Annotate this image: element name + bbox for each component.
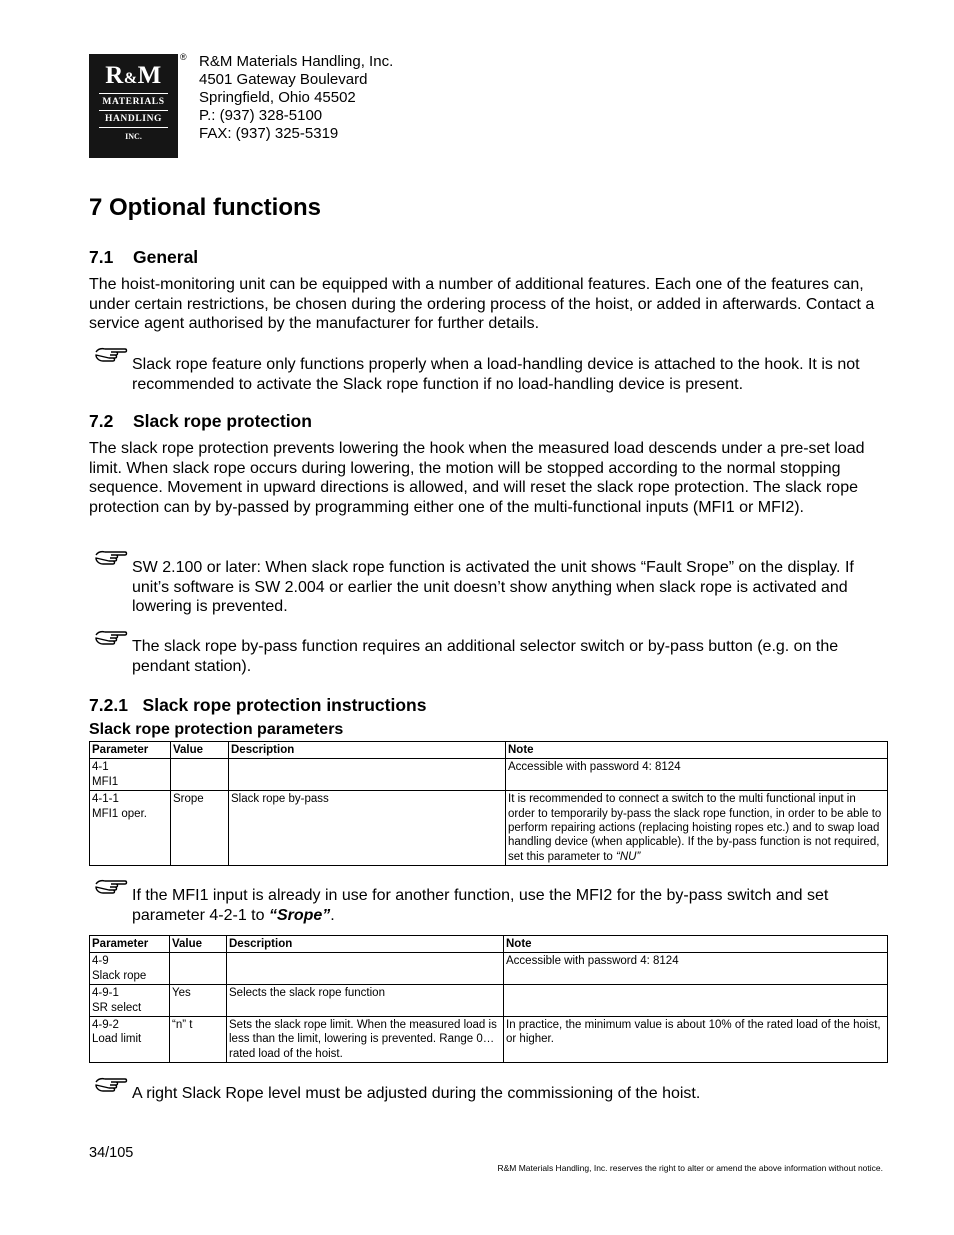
table-header-row xyxy=(90,742,888,759)
parameter-label: MFI1 oper. xyxy=(92,807,147,820)
value-cell: Yes xyxy=(170,985,227,1017)
company-address xyxy=(199,53,393,143)
note-text: Accessible with password 4: 8124 xyxy=(508,761,681,774)
column-header: Note xyxy=(504,936,888,953)
mfi2-note-end: . xyxy=(330,906,335,924)
parameter-table-slack-rope xyxy=(89,935,888,1063)
logo-divider xyxy=(99,127,168,128)
parameter-cell xyxy=(90,985,170,1017)
address-line: P.: (937) 328-5100 xyxy=(199,107,323,124)
section-title: General xyxy=(133,247,199,267)
table-row xyxy=(90,759,888,791)
value-cell: Srope xyxy=(171,791,229,866)
parameter-cell xyxy=(90,953,170,985)
page-number: 34/105 xyxy=(89,1145,134,1161)
note-text: It is recommended to connect a switch to the multi functional input in order to temporarily by-pass the slack rope function, in order to be able to perform repairing actions (replacing hoisting ropes etc.) and to swap load handling device (when applicable). If the by-pass function is not required, set this parameter to xyxy=(508,793,882,863)
table-header-row xyxy=(90,936,888,953)
description-cell: Selects the slack rope function xyxy=(227,985,504,1017)
parameter-cell xyxy=(90,759,171,791)
note-emphasis: “NU” xyxy=(616,850,641,863)
table-row xyxy=(90,791,888,866)
section-heading-slack-rope xyxy=(89,411,312,432)
section-number: 7.2 xyxy=(89,411,114,431)
column-header: Value xyxy=(171,742,229,759)
parameter-label: Load limit xyxy=(92,1033,142,1046)
logo-line-handling: HANDLING xyxy=(104,114,163,124)
section-title: Slack rope protection xyxy=(133,411,312,431)
general-body: The hoist-monitoring unit can be equipped with a number of additional features. Each one of the features can, under certain restrictions, be chosen during the ordering process of the hoist, or added in afterwards. Contact a service agent authorised by the manufacturer for further details. xyxy=(89,276,875,333)
logo-line-materials: MATERIALS xyxy=(102,97,165,107)
note-cell xyxy=(506,759,888,791)
description-cell: Sets the slack rope limit. When the measured load is less than the limit, lowering is prevented. Range 0…rated load of the hoist. xyxy=(227,1017,504,1063)
parameter-id: 4-9-1 xyxy=(92,987,119,1000)
pointing-hand-icon xyxy=(95,546,129,568)
logo-divider xyxy=(99,93,168,94)
value-cell: “n” t xyxy=(170,1017,227,1063)
parameter-label: Slack rope xyxy=(92,969,147,982)
column-header: Description xyxy=(227,936,504,953)
table-caption: Slack rope protection parameters xyxy=(89,721,344,738)
address-line: FAX: (937) 325-5319 xyxy=(199,125,339,142)
subsection-title: Slack rope protection instructions xyxy=(142,695,427,715)
note-cell: In practice, the minimum value is about 10% of the rated load of the hoist, or higher. xyxy=(504,1017,888,1063)
slack-rope-body: The slack rope protection prevents lowering the hook when the measured load descends under a pre-set load limit. When slack rope occurs during lowering, the motion will be stopped according to the normal stopping sequence. Movement in upward directions is allowed, and will reset the slack rope protection. The slack rope protection can by by-passed by programming either one of the multi-functional inputs (MFI1 or MFI2). xyxy=(89,440,865,516)
table-row xyxy=(90,953,888,985)
general-note: Slack rope feature only functions properly when a load-handling device is attached to the hook. It is not recommended to activate the Slack rope function if no load-handling device is present. xyxy=(132,356,860,393)
note-cell xyxy=(504,985,888,1017)
parameter-cell xyxy=(90,791,171,866)
final-note: A right Slack Rope level must be adjusted during the commissioning of the hoist. xyxy=(132,1085,701,1102)
description-cell xyxy=(229,759,506,791)
address-line: Springfield, Ohio 45502 xyxy=(199,89,356,106)
column-header: Value xyxy=(170,936,227,953)
chapter-title: 7 Optional functions xyxy=(89,194,321,221)
mfi2-note xyxy=(132,886,892,925)
column-header: Description xyxy=(229,742,506,759)
value-cell xyxy=(171,759,229,791)
note-cell: Accessible with password 4: 8124 xyxy=(504,953,888,985)
parameter-table-mfi1 xyxy=(89,741,888,866)
slack-rope-note-bypass: The slack rope by-pass function requires an additional selector switch or by-pass button (e.g. on the pendant station). xyxy=(132,638,839,675)
pointing-hand-icon xyxy=(95,1073,129,1095)
parameter-id: 4-1-1 xyxy=(92,793,119,806)
subsection-heading-instructions xyxy=(89,695,426,716)
footer-disclaimer: R&M Materials Handling, Inc. reserves the right to alter or amend the above information without notice. xyxy=(497,1163,883,1173)
description-cell xyxy=(227,953,504,985)
table-row xyxy=(90,1017,888,1063)
value-cell xyxy=(170,953,227,985)
company-logo xyxy=(89,54,178,158)
registered-mark: ® xyxy=(180,52,187,62)
pointing-hand-icon xyxy=(95,626,129,648)
mfi2-note-emphasis: “Srope” xyxy=(268,906,331,924)
mfi2-note-text: If the MFI1 input is already in use for another function, use the MFI2 for the by-pass switch and set parameter 4-2-1 to xyxy=(132,887,829,924)
subsection-number: 7.2.1 xyxy=(89,695,128,715)
section-heading-general xyxy=(89,247,198,268)
logo-wordmark: R&M xyxy=(105,62,162,89)
description-cell: Slack rope by-pass xyxy=(229,791,506,866)
column-header: Parameter xyxy=(90,936,170,953)
address-line: 4501 Gateway Boulevard xyxy=(199,71,368,88)
logo-divider xyxy=(99,110,168,111)
section-number: 7.1 xyxy=(89,247,114,267)
parameter-label: MFI1 xyxy=(92,775,119,788)
column-header: Note xyxy=(506,742,888,759)
column-header: Parameter xyxy=(90,742,171,759)
pointing-hand-icon xyxy=(95,343,129,365)
note-cell xyxy=(506,791,888,866)
parameter-label: SR select xyxy=(92,1001,142,1014)
parameter-id: 4-9 xyxy=(92,955,109,968)
table-row xyxy=(90,985,888,1017)
logo-line-inc: INC. xyxy=(125,132,142,141)
slack-rope-note-display: SW 2.100 or later: When slack rope function is activated the unit shows “Fault Srope” on the display. If unit’s software is SW 2.004 or earlier the unit doesn’t show anything when slack rope is activated and lowering is prevented. xyxy=(132,559,854,616)
address-line: R&M Materials Handling, Inc. xyxy=(199,53,394,70)
parameter-id: 4-1 xyxy=(92,761,109,774)
pointing-hand-icon xyxy=(95,875,129,897)
parameter-cell xyxy=(90,1017,170,1063)
parameter-id: 4-9-2 xyxy=(92,1019,119,1032)
